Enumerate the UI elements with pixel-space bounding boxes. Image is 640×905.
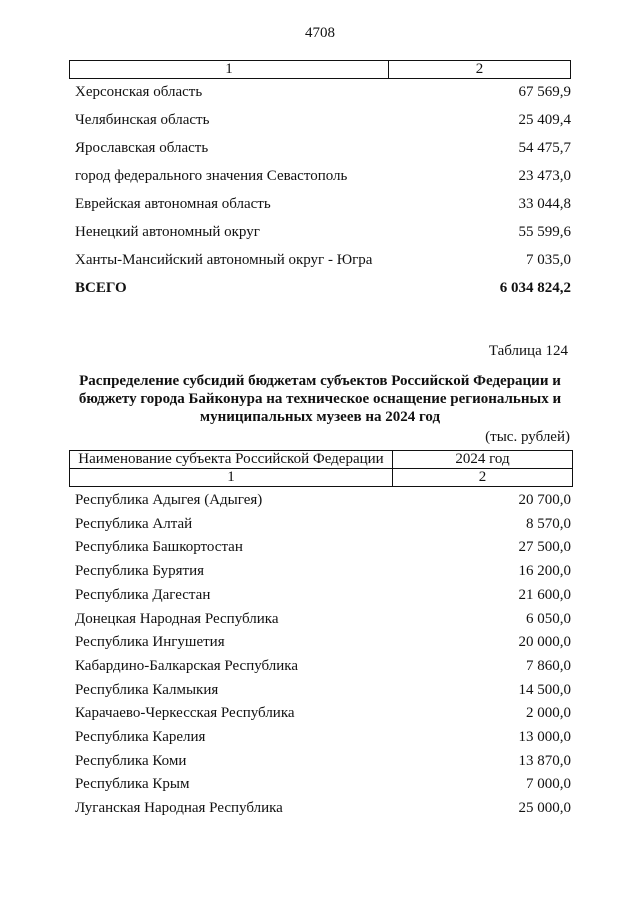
region-name: город федерального значения Севастополь (75, 168, 348, 184)
amount-value: 25 409,4 (518, 112, 571, 128)
region-name: Республика Коми (75, 752, 187, 769)
region-name: Ненецкий автономный округ (75, 224, 260, 240)
region-name: Республика Калмыкия (75, 681, 219, 698)
amount-value: 27 500,0 (518, 539, 571, 556)
region-name: Челябинская область (75, 112, 210, 128)
page-number: 4708 (305, 25, 335, 41)
region-name: Херсонская область (75, 84, 203, 100)
region-name: Еврейская автономная область (75, 196, 271, 212)
amount-value: 2 000,0 (526, 705, 571, 722)
column-header-year: 2024 год (393, 451, 573, 469)
region-name: Республика Карелия (75, 729, 206, 745)
region-name: Республика Адыгея (Адыгея) (75, 492, 263, 508)
amount-value: 33 044,8 (518, 196, 571, 212)
region-name: Карачаево-Черкесская Республика (75, 705, 295, 722)
region-name: Ханты-Мансийский автономный округ - Югра (75, 252, 373, 268)
region-name: Донецкая Народная Республика (75, 610, 279, 627)
table-title: Распределение субсидий бюджетам субъектов Российской Федерации и бюджету города Байконура на техническое оснащение региональных и муниципальных музеев на 2024 год (78, 373, 562, 425)
table-124-header (69, 450, 573, 487)
region-name: Республика Алтай (75, 515, 193, 532)
amount-value: 13 870,0 (518, 752, 571, 769)
region-name: Республика Крым (75, 776, 190, 793)
column-number-2: 2 (393, 469, 573, 487)
amount-value: 8 570,0 (526, 515, 571, 532)
amount-value: 7 035,0 (526, 252, 571, 268)
region-name: Республика Башкортостан (75, 539, 243, 556)
amount-value: 21 600,0 (518, 586, 571, 603)
column-number-1: 1 (70, 61, 389, 79)
continuation-table-header (69, 60, 571, 79)
column-header-name: Наименование субъекта Российской Федерации (70, 451, 393, 469)
total-label: ВСЕГО (75, 280, 127, 296)
region-name: Луганская Народная Республика (75, 800, 283, 817)
units-note: (тыс. рублей) (485, 429, 570, 445)
amount-value: 14 500,0 (518, 681, 571, 698)
amount-value: 55 599,6 (518, 224, 571, 240)
amount-value: 23 473,0 (518, 168, 571, 184)
amount-value: 7 000,0 (526, 776, 571, 793)
amount-value: 67 569,9 (518, 84, 571, 100)
amount-value: 54 475,7 (518, 140, 571, 156)
region-name: Республика Бурятия (75, 563, 205, 580)
table-label: Таблица 124 (488, 343, 568, 359)
region-name: Республика Ингушетия (75, 634, 225, 651)
region-name: Кабардино-Балкарская Республика (75, 657, 299, 674)
amount-value: 13 000,0 (518, 729, 571, 745)
amount-value: 16 200,0 (518, 563, 571, 580)
amount-value: 7 860,0 (526, 657, 571, 674)
column-number-1: 1 (70, 469, 393, 487)
amount-value: 6 050,0 (526, 610, 571, 627)
region-name: Республика Дагестан (75, 586, 211, 603)
amount-value: 20 000,0 (518, 634, 571, 651)
region-name: Ярославская область (75, 140, 209, 156)
amount-value: 25 000,0 (518, 800, 571, 817)
total-value: 6 034 824,2 (499, 280, 571, 296)
column-number-2: 2 (389, 61, 571, 79)
amount-value: 20 700,0 (518, 492, 571, 508)
